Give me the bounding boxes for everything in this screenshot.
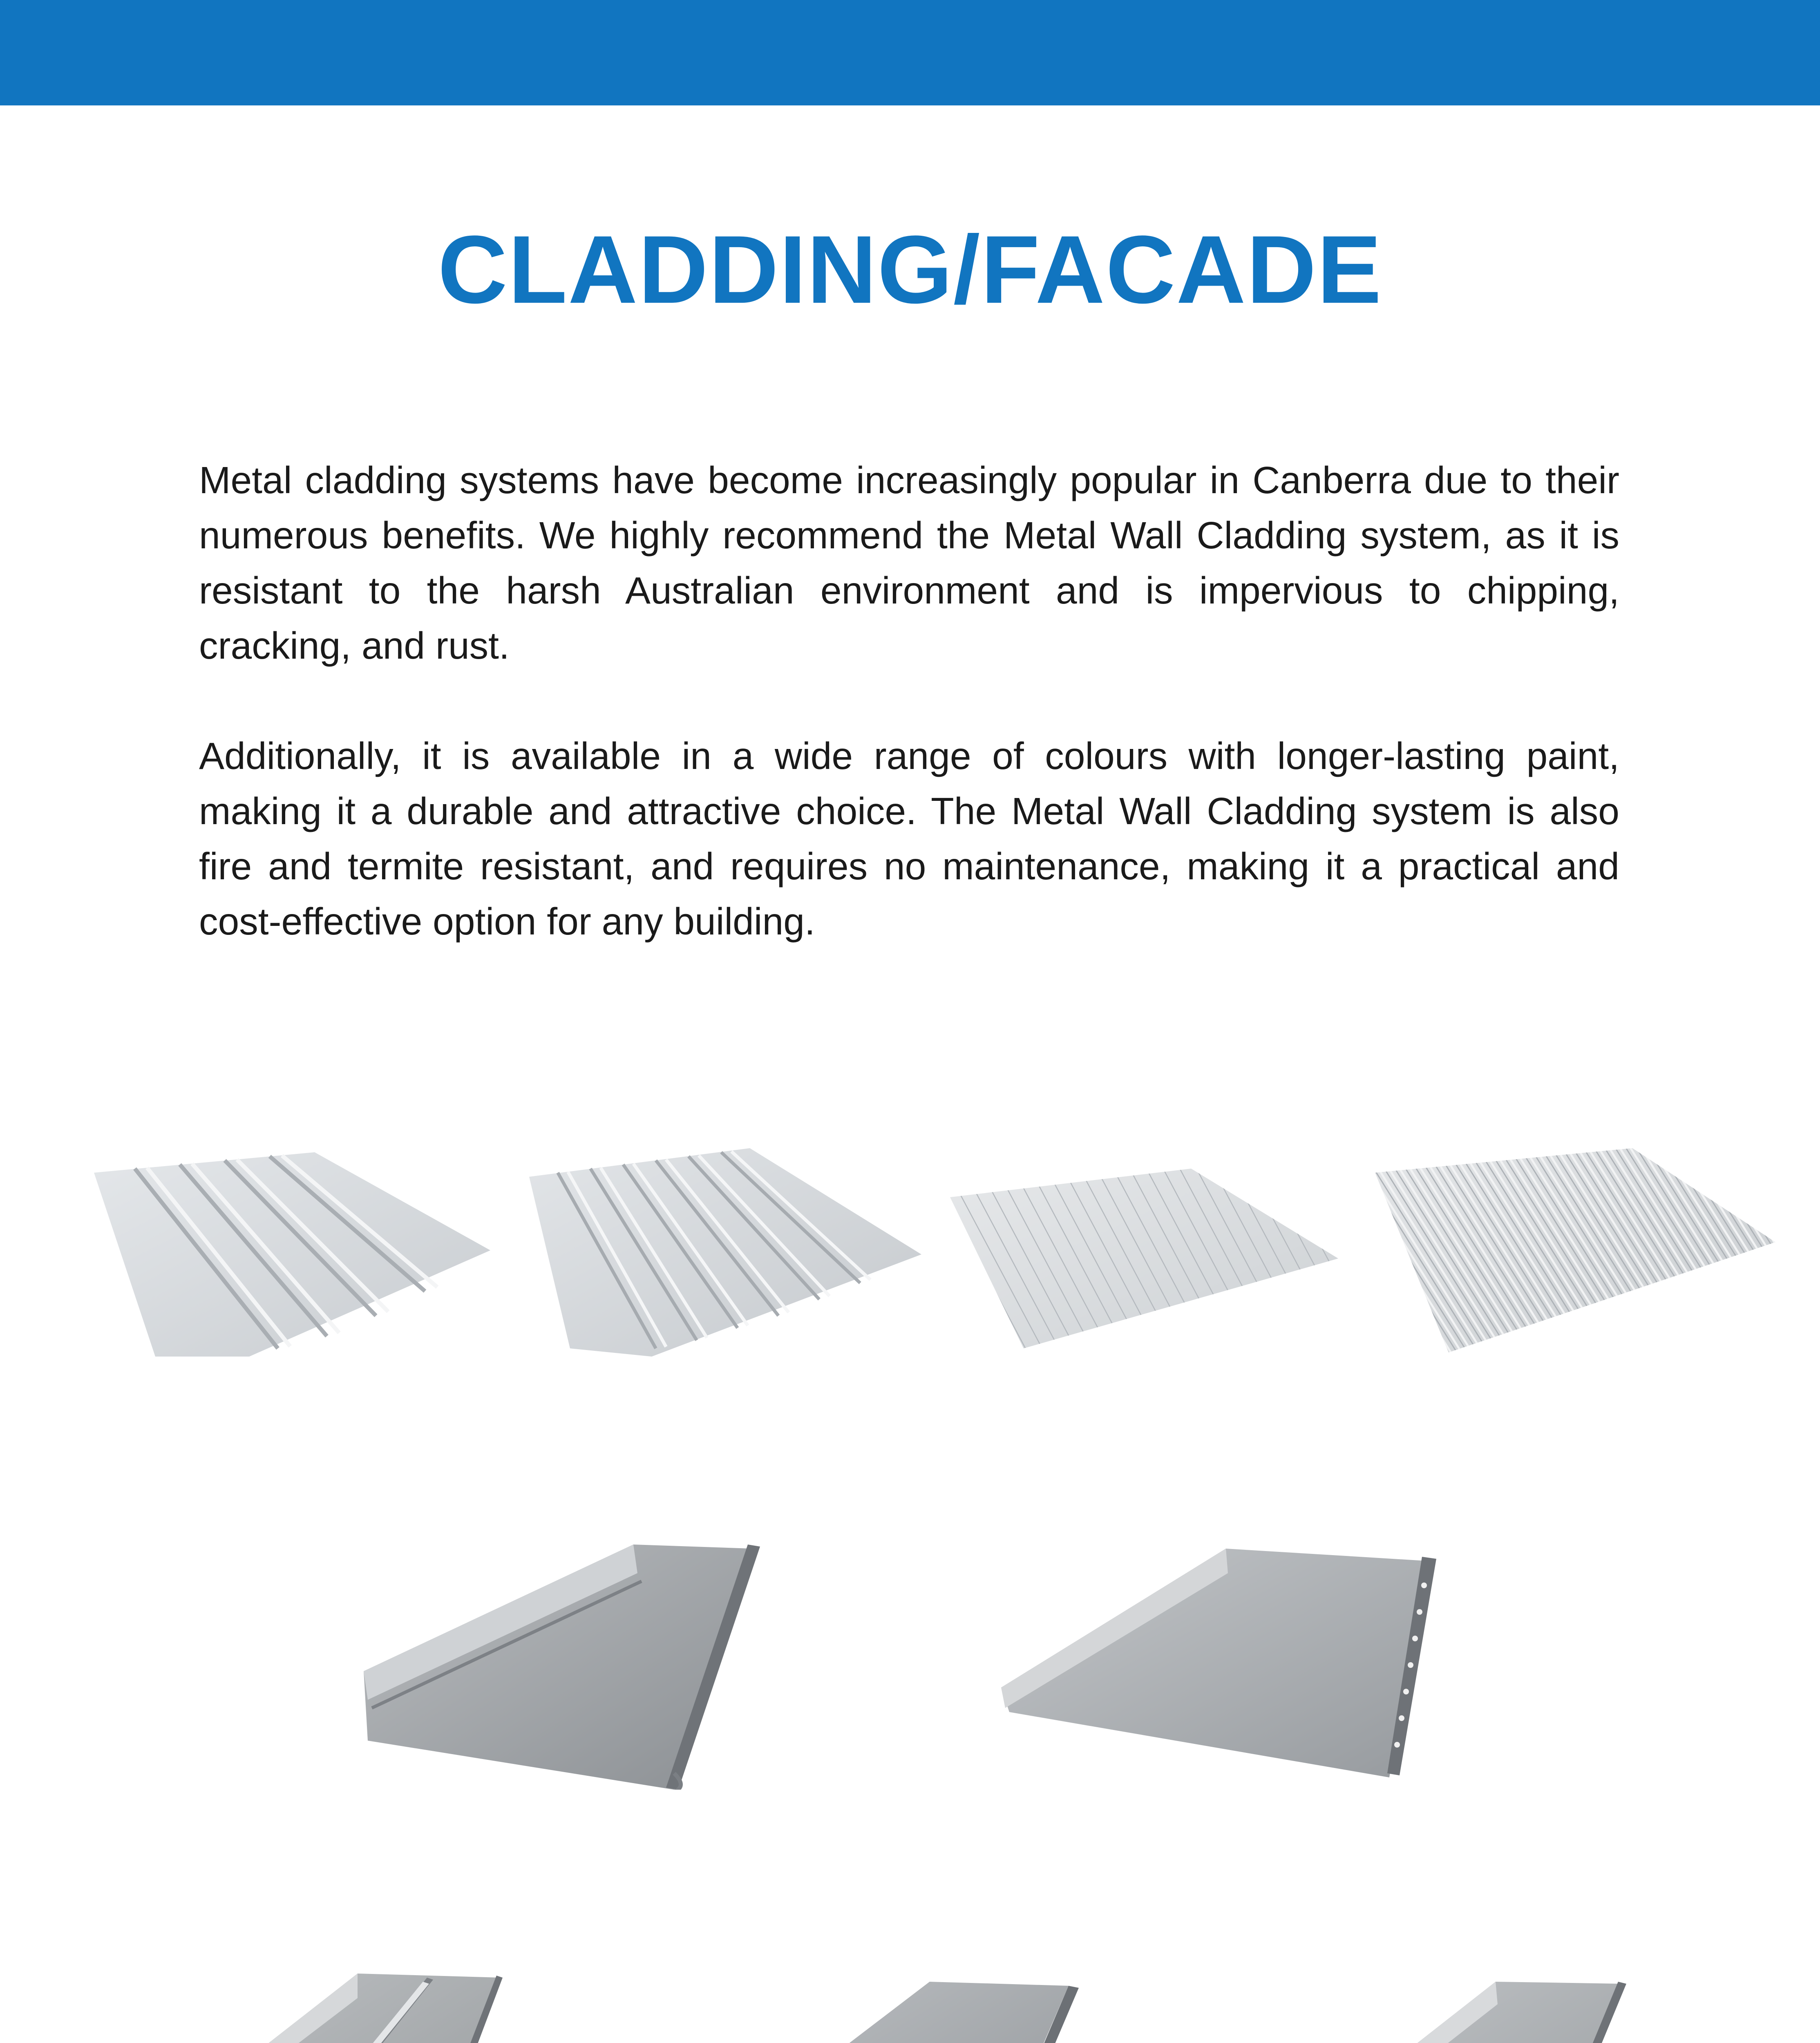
trapezoidal-wide-rib-sheet-image [86, 1144, 490, 1357]
standing-seam-panel-snaplock-image [356, 1536, 768, 1790]
intro-paragraph: Metal cladding systems have become increasingly popular in Canberra due to their numerous benefits. We highly recommend the Metal Wall Cladding system, as it is resistant to the harsh Australian environment and is impervious to chipping, cracking, and rust. [199, 459, 1619, 667]
standing-seam-panel-clip-fix-image [997, 1540, 1442, 1777]
page-title: CLADDING/FACADE [438, 216, 1382, 324]
fine-rib-sheet-image [946, 1169, 1338, 1348]
double-channel-panel-image [129, 1957, 509, 2043]
header-bar [0, 0, 1820, 105]
features-paragraph: Additionally, it is available in a wide range of colours with longer-lasting paint, making it a durable and attractive choice. The Metal Wall Cladding system is also fire and termite resistant, and requires no maintenance, making it a practical and cost-effective option for any building. [199, 735, 1619, 943]
flat-lap-panel-image [697, 1974, 1081, 2043]
corrugated-sheet-image [1371, 1148, 1775, 1352]
flush-channel-panel-image [1283, 1974, 1630, 2043]
trapezoidal-narrow-rib-sheet-image [521, 1144, 921, 1357]
